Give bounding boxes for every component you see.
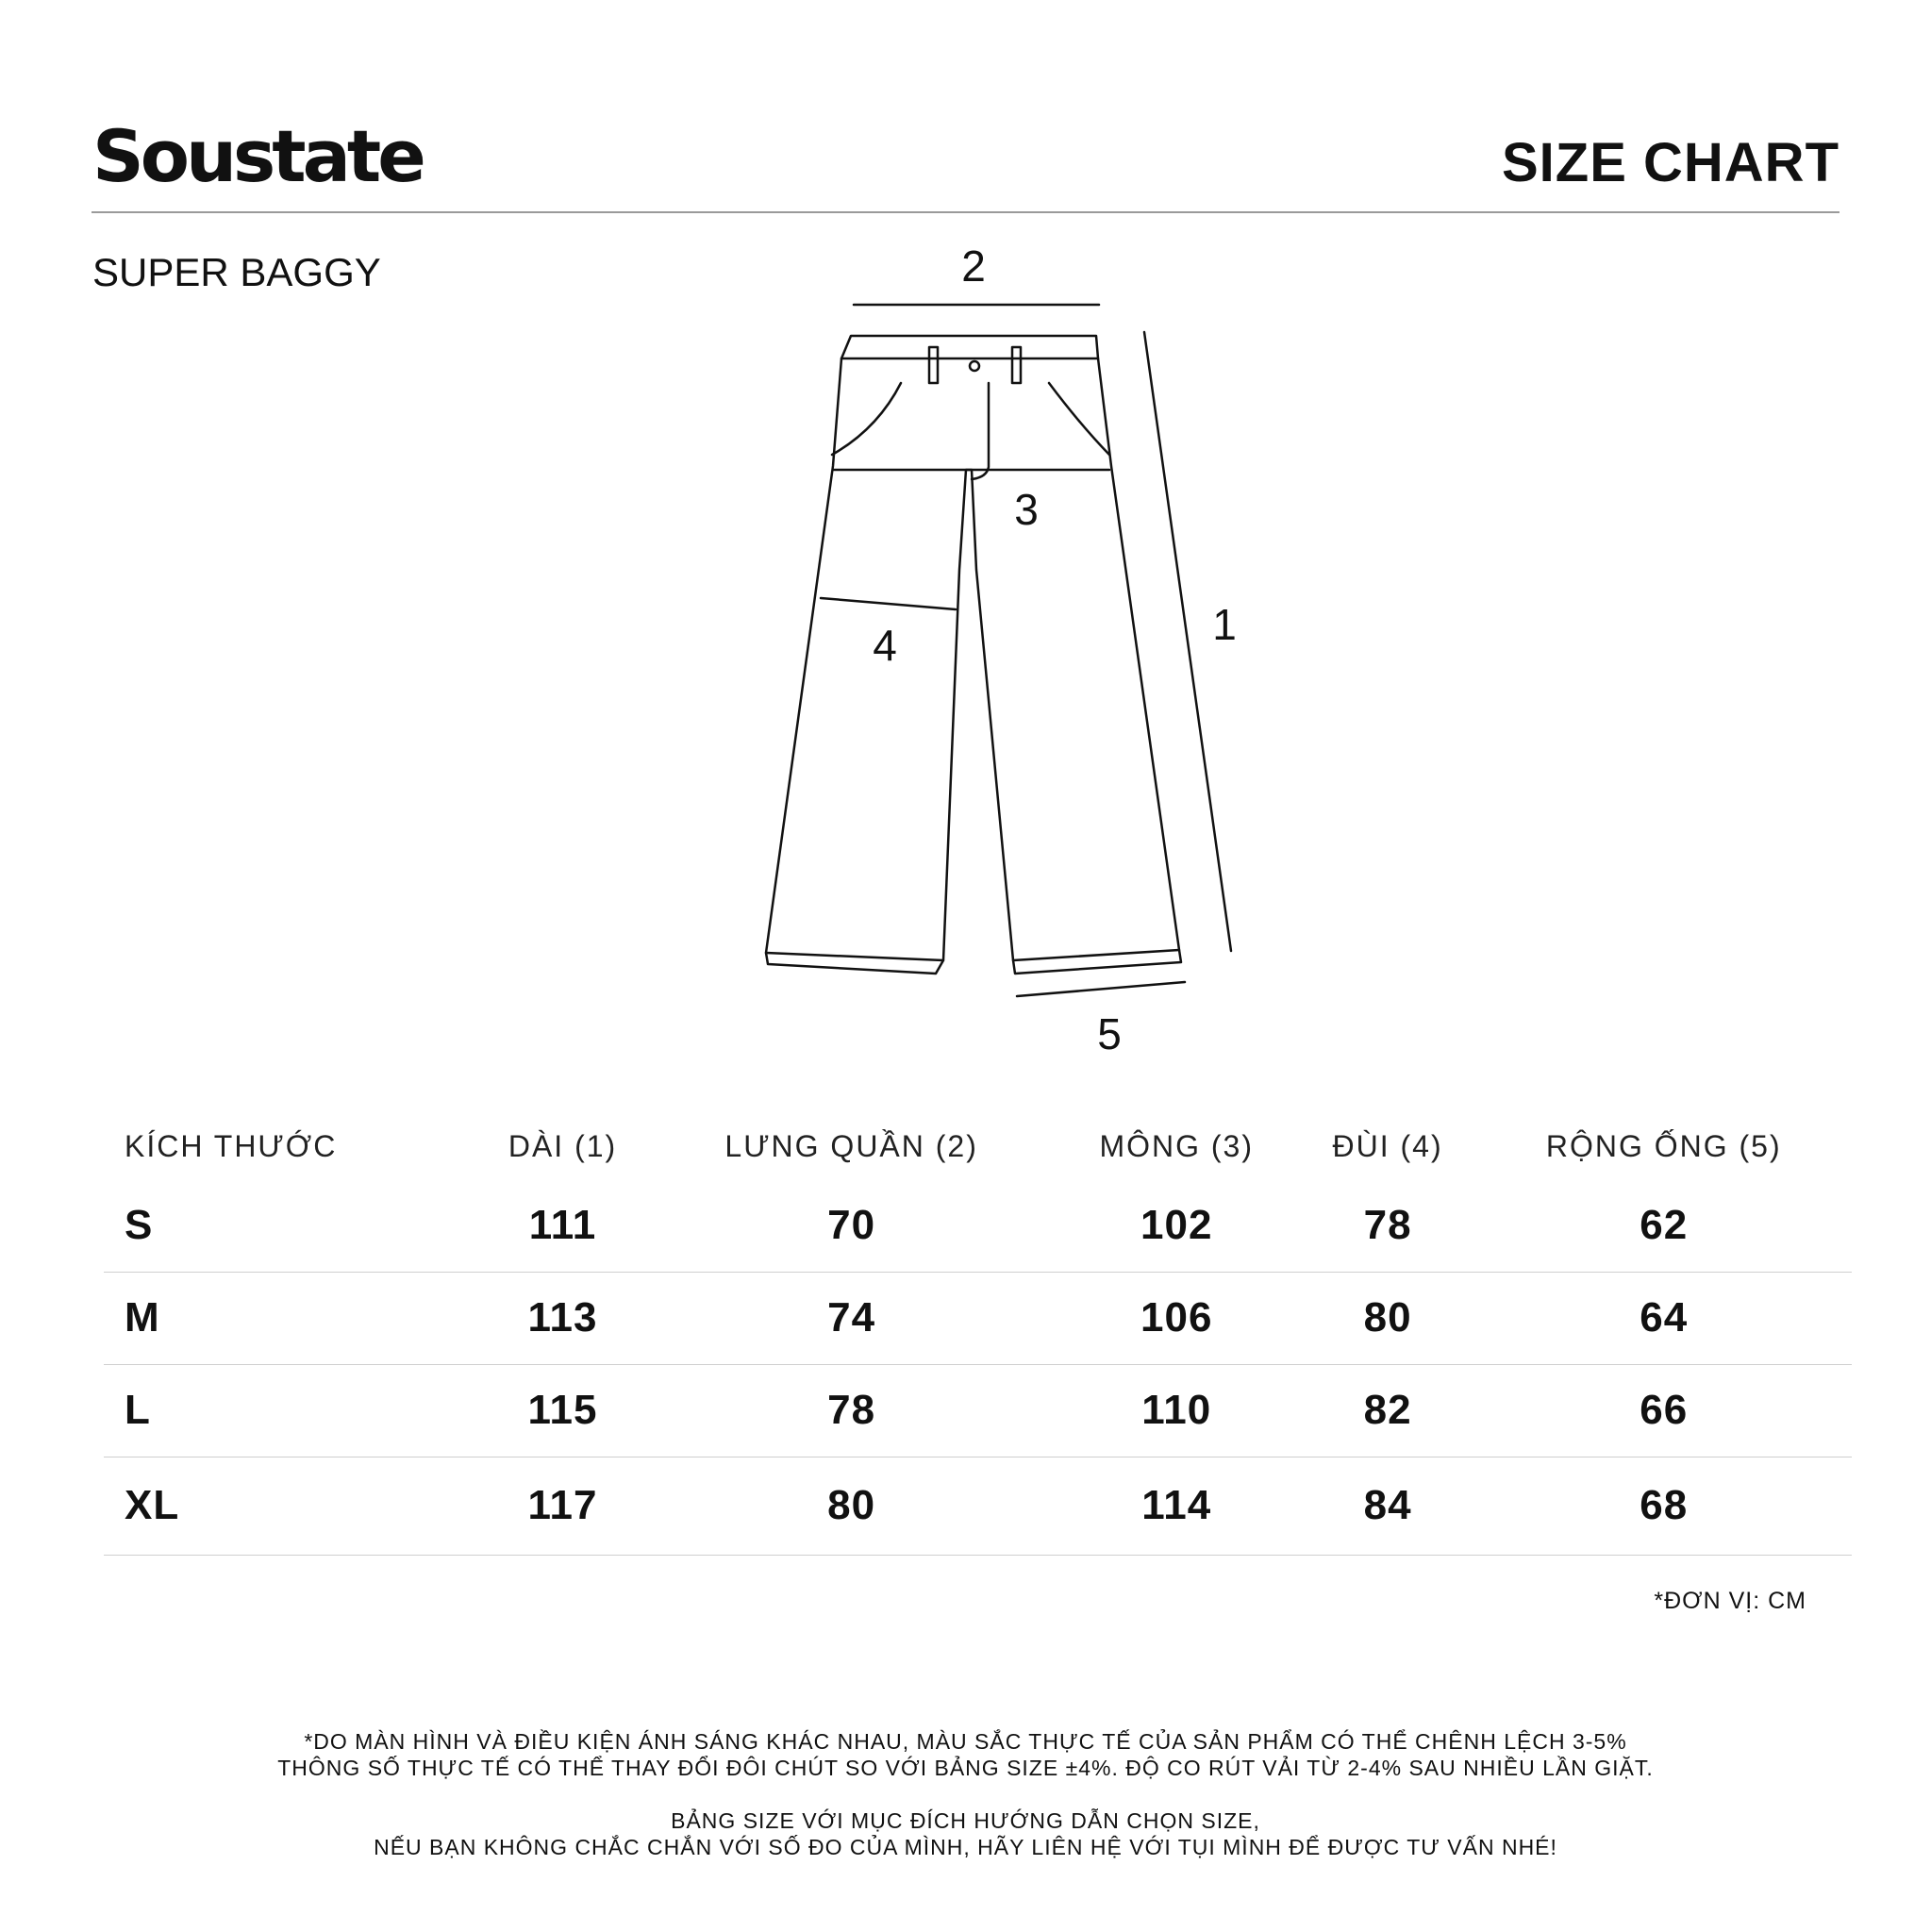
product-name: SUPER BAGGY — [92, 250, 381, 294]
label-hip: 3 — [1014, 485, 1039, 534]
waist-cell: 74 — [827, 1294, 876, 1341]
label-waist: 2 — [961, 242, 986, 291]
cuff-left — [766, 953, 943, 960]
size-cell: S — [125, 1201, 154, 1248]
header-hip: MÔNG (3) — [1099, 1128, 1254, 1163]
pants-outline — [766, 336, 1181, 974]
header-length: DÀI (1) — [508, 1128, 618, 1163]
thigh-cell: 82 — [1363, 1387, 1412, 1433]
header-size: KÍCH THƯỚC — [125, 1128, 338, 1163]
disclaimer-line-1: *DO MÀN HÌNH VÀ ĐIỀU KIỆN ÁNH SÁNG KHÁC NHAU, MÀU SẮC THỰC TẾ CỦA SẢN PHẨM CÓ THỂ CHÊNH LỆCH 3-5% — [304, 1729, 1627, 1754]
thigh-cell: 84 — [1363, 1482, 1412, 1528]
thigh-cell: 80 — [1363, 1294, 1412, 1341]
size-cell: L — [125, 1387, 151, 1433]
leg-opening-cell: 66 — [1640, 1387, 1689, 1433]
length-cell: 111 — [528, 1201, 597, 1248]
length-cell: 115 — [527, 1387, 598, 1433]
button — [970, 361, 979, 371]
label-leg-opening: 5 — [1097, 1009, 1122, 1058]
fly-line — [972, 383, 989, 479]
table-header-row — [104, 1113, 1852, 1179]
leg-opening-cell: 62 — [1640, 1201, 1689, 1248]
pocket-right — [1049, 383, 1109, 455]
disclaimer-line-4: NẾU BẠN KHÔNG CHẮC CHẮN VỚI SỐ ĐO CỦA MÌNH, HÃY LIÊN HỆ VỚI TỤI MÌNH ĐỂ ĐƯỢC TƯ VẤN NHÉ! — [374, 1835, 1557, 1859]
page-title: SIZE CHART — [1502, 132, 1839, 193]
table-row — [104, 1364, 1852, 1457]
header-leg-opening: RỘNG ỐNG (5) — [1545, 1128, 1782, 1163]
label-length: 1 — [1212, 600, 1237, 649]
length-cell: 117 — [527, 1482, 598, 1528]
disclaimer-line-3: BẢNG SIZE VỚI MỤC ĐÍCH HƯỚNG DẪN CHỌN SIZE, — [671, 1808, 1260, 1833]
header-waist: LƯNG QUẦN (2) — [724, 1128, 978, 1163]
brand-logo: Soustate — [92, 114, 423, 198]
header-thigh: ĐÙI (4) — [1332, 1128, 1443, 1163]
hip-cell: 102 — [1140, 1201, 1213, 1248]
hip-cell: 106 — [1140, 1294, 1213, 1341]
belt-loop-left — [929, 347, 938, 383]
size-table — [104, 1113, 1852, 1556]
leg-opening-cell: 68 — [1640, 1482, 1689, 1528]
waist-cell: 80 — [827, 1482, 876, 1528]
hip-cell: 110 — [1141, 1387, 1212, 1433]
belt-loop-right — [1012, 347, 1021, 383]
table-row — [104, 1457, 1852, 1555]
unit-note: *ĐƠN VỊ: CM — [1654, 1588, 1806, 1614]
pocket-left — [832, 383, 901, 455]
label-thigh: 4 — [873, 621, 897, 670]
hip-cell: 114 — [1141, 1482, 1212, 1528]
thigh-measure-line — [821, 598, 956, 609]
waist-cell: 78 — [827, 1387, 876, 1433]
size-cell: M — [125, 1294, 160, 1341]
thigh-cell: 78 — [1363, 1201, 1412, 1248]
table-row — [104, 1179, 1852, 1272]
disclaimer-line-2: THÔNG SỐ THỰC TẾ CÓ THỂ THAY ĐỔI ĐÔI CHÚT SO VỚI BẢNG SIZE ±4%. ĐỘ CO RÚT VẢI TỪ 2-4% SAU NHIỀU LẦN GIẶT. — [277, 1756, 1654, 1780]
length-cell: 113 — [527, 1294, 598, 1341]
leg-opening-measure-line — [1017, 982, 1185, 996]
table-row — [104, 1272, 1852, 1364]
waist-cell: 70 — [827, 1201, 876, 1248]
size-cell: XL — [125, 1482, 180, 1528]
cuff-right — [1013, 950, 1179, 960]
leg-opening-cell: 64 — [1640, 1294, 1689, 1341]
